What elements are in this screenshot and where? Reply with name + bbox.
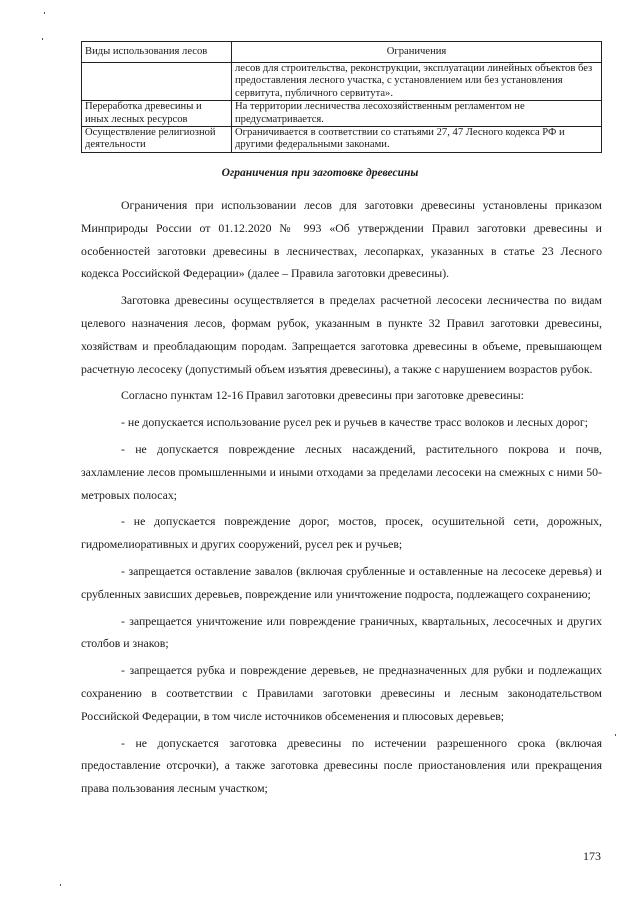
table-cell-restriction: Ограничивается в соответствии со статьями 27, 47 Лесного кодекса РФ и другими федеральными законами. xyxy=(232,127,602,153)
table-header-restrictions: Ограничения xyxy=(232,42,602,63)
page-number: 173 xyxy=(583,849,601,863)
scan-speck xyxy=(60,884,61,886)
table-row xyxy=(82,101,602,127)
table-header-forest-use: Виды использования лесов xyxy=(82,42,232,63)
restrictions-table xyxy=(81,41,602,153)
list-item: - не допускается использование русел рек и ручьев в качестве трасс волоков и лесных дорог; xyxy=(121,415,588,430)
body-text xyxy=(81,194,602,804)
scan-speck xyxy=(615,734,616,736)
paragraph: Согласно пунктам 12-16 Правил заготовки древесины при заготовке древесины: xyxy=(121,388,524,403)
scan-speck xyxy=(42,38,43,40)
table-cell-type: Осуществление религиозной деятельности xyxy=(82,127,232,153)
table-cell-restriction: лесов для строительства, реконструкции, эксплуатации линейных объектов без предоставления лесного участка, с установлением или без установления сервитута, публичного сервитута». xyxy=(232,63,602,101)
table-cell-type xyxy=(82,63,232,101)
list-item: - запрещается оставление завалов (включая срубленные и оставленные на лесосеке деревья) и срубленных зависших деревьев, повреждение или уничтожение подроста, подлежащего сохранению; xyxy=(81,563,602,601)
paragraph: Заготовка древесины осуществляется в пределах расчетной лесосеки лесничества по видам целевого назначения лесов, формам рубок, указанным в пункте 32 Правил заготовки древесины, хозяйствам и преобладающим породам. Запрещается заготовка древесины в объеме, превышающем расчетную лесосеку (допустимый объем изъятия древесины), а также с нарушением возрастов рубок. xyxy=(81,293,602,376)
scan-speck xyxy=(44,12,45,14)
table-cell-restriction: На территории лесничества лесохозяйственным регламентом не предусматривается. xyxy=(232,101,602,127)
list-item: - запрещается уничтожение или повреждение граничных, квартальных, лесосечных и других столбов и знаков; xyxy=(81,613,602,651)
list-item: - не допускается заготовка древесины по истечении разрешенного срока (включая предоставление отсрочки), а также заготовка древесины после приостановления или прекращения права пользования лесным участком; xyxy=(81,735,602,796)
paragraph: Ограничения при использовании лесов для заготовки древесины установлены приказом Минприроды России от 01.12.2020 № 993 «Об утверждении Правил заготовки древесины и особенностей заготовки древесины в лесничествах, лесопарках, указанных в статье 23 Лесного кодекса Российской Федерации» (далее – Правила заготовки древесины). xyxy=(81,198,602,281)
list-item: - запрещается рубка и повреждение деревьев, не предназначенных для рубки и подлежащих сохранению в соответствии с Правилами заготовки древесины и лесным законодательством Российской Федерации, в том числе источников обсеменения и плюсовых деревьев; xyxy=(81,663,602,723)
table-header-row xyxy=(82,42,602,63)
table-cell-type: Переработка древесины и иных лесных ресурсов xyxy=(82,101,232,127)
table-row xyxy=(82,63,602,101)
list-item: - не допускается повреждение дорог, мостов, просек, осушительной сети, дорожных, гидромелиоративных и других сооружений, русел рек и ручьев; xyxy=(81,514,602,552)
table-row xyxy=(82,127,602,153)
section-title: Ограничения при заготовке древесины xyxy=(221,167,419,179)
list-item: - не допускается повреждение лесных насаждений, растительного покрова и почв, захламление лесов промышленными и иными отходами за пределами лесосеки на смежных с ними 50-метровых полосах; xyxy=(81,441,602,502)
